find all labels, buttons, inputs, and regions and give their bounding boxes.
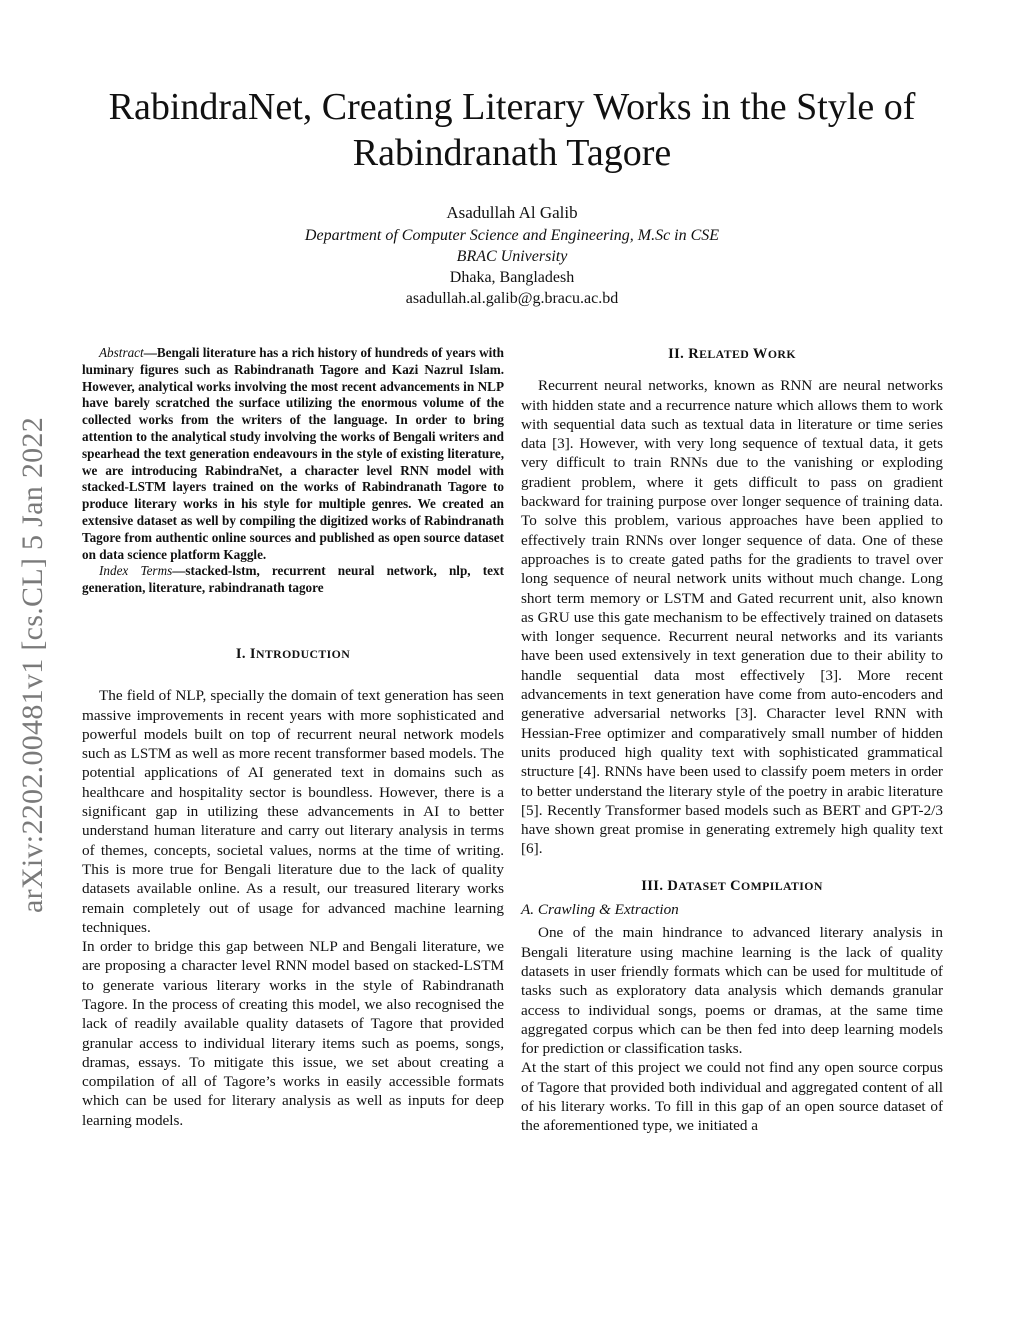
section-title-rest: ORK [767,347,796,361]
section-initial: R [688,346,700,362]
index-terms [82,563,504,597]
intro-paragraph-1: The field of NLP, specially the domain of text generation has seen massive improvements in recent years with more sophisticated and powerful models built on top of recurrent neural network models such as LSTM as well as more recent transformer based models. The potential applications of AI generated text in domains such as healthcare and hospitality sector is boundless. However, there is a significant gap in utilizing these advancements in AI to better understand human literature and carry out literary analysis in terms of themes, concepts, societal values, norms at the time of writing. This is more true for Bengali literature due to the lack of quality datasets available online. As a result, our treasured literary works remain completely out of usage for advanced machine learning techniques. [82,687,504,936]
intro-paragraph-2: In order to bridge this gap between NLP and Bengali literature, we are proposing a character level RNN model based on stacked-LSTM to generate various literary works in the style of Rabindranath Tagore. In the process of creating this model, we also recognised the lack of readily available quality datasets of Tagore that provided granular access to individual literary items such as poems, songs, dramas, essays. To mitigate this issue, we set about creating a compilation of all of Tagore’s works in easily accessible formats which can be used for literary analysis as well as inputs for deep learning models. [82,938,504,1129]
paper-title: RabindraNet, Creating Literary Works in the Style of Rabindranath Tagore [108,86,916,174]
index-terms-label: Index Terms [99,563,173,579]
section-heading-introduction [82,645,504,664]
section-title-rest: NTRODUCTION [255,646,351,661]
author-department: Department of Computer Science and Engineering, M.Sc in CSE [304,227,720,244]
subsection-heading-crawling: A. Crawling & Extraction [521,901,679,919]
author-email: asadullah.al.galib@g.bracu.ac.bd [405,290,619,307]
section-initial: I [249,645,256,662]
arxiv-identifier-stamp: arXiv:2202.00481v1 [cs.CL] 5 Jan 2022 [16,416,49,914]
section-title-rest: ATASET [678,878,727,893]
section-title-rest: OMPILATION [741,878,823,893]
abstract-text: —Bengali literature has a rich history of hundreds of years with luminary figures such as Rabindranath Tagore and Kazi Nazrul Islam. However, analytical works involving the most recent advancements in NLP have barely scratched the surface utilizing the enormous volume of the collected works from the writers of the language. In order to bring attention to the analytical study involving the works of Bengali writers and spearhead the text generation endeavours in the style of existing literature, we are introducing RabindraNet, a character level RNN model with stacked-LSTM layers trained on the works of Rabindranath Tagore to produce literary works in his style for multiple genres. We created an extensive dataset as well by compiling the digitized works of Rabindranath Tagore from authentic online sources and published as open source dataset on data science platform Kaggle. [82,345,504,562]
section-initial: D [667,877,679,894]
author-name: Asadullah Al Galib [446,203,578,222]
dataset-paragraph-1: One of the main hindrance to advanced literary analysis in Bengali literature using machine learning is the lack of quality datasets in user friendly formats which can be used for multitude of tasks such as exploratory data analysis which demands granular access to individual songs, poems or dramas, at the same time aggregated corpus which can be then fed into deep learning models for prediction or classification tasks. [521,924,943,1058]
related-work-paragraph: Recurrent neural networks, known as RNN are neural networks with hidden state and a recurrence nature which allows them to work with sequential data such as textual data in literature or time series data [3]. However, with very long sequence of textual data, it gets very difficult to train RNNs due to the vanishing or exploding gradient problem, where it gets difficult to pass on gradient backward for training purpose over longer sequence of training data. To solve this problem, various approaches have been applied to effectively train RNNs over longer sequence of data. One of these approaches is to create gated paths for the gradients to travel over long sequence of neural network units without much change. Long short term memory or LSTM and Gated recurrent unit, also known as GRU use this gate mechanism to be effectively trained on datasets with longer sequence. Recurrent neural networks and its variants have been used extensively in text generation due to their ability to handle sequential data most effectively [3]. More recent advancements in text generation have come from auto-encoders and generative adversarial networks [3]. Character level RNN with Hessian-Free optimizer and comparatively small number of hidden units produced high quality text with sophisticated grammatical structure [4]. RNNs have been used to classify poem meters in order to better understand the literary style of the poetry in arabic literature [5]. Recently Transformer based models such as BERT and GPT-2/3 have shown great promise in generating extremely high quality text [6]. [521,377,943,858]
section-numeral: II. [668,346,689,362]
abstract [82,345,504,563]
index-terms-text: —stacked-lstm, recurrent neural network, nlp, text generation, literature, rabindranath tagore [82,563,504,596]
right-column [521,345,943,1136]
abstract-label: Abstract [99,345,144,360]
section-numeral: I. [235,645,250,662]
section-heading-dataset-compilation [521,877,943,896]
section-numeral: III. [641,877,668,894]
author-block [160,202,864,309]
section-initial: W [752,346,768,362]
section-initial: C [730,877,742,894]
section-title-rest: ELATED [699,347,750,361]
author-location: Dhaka, Bangladesh [449,269,575,286]
author-university: BRAC University [456,248,568,265]
section-heading-related-work [521,345,943,364]
dataset-paragraph-2: At the start of this project we could not find any open source corpus of Tagore that provided both individual and aggregated content of all of his literary works. To fill in this gap of an open source dataset of the aforementioned type, we initiated a [521,1059,943,1135]
left-column [82,345,504,1130]
